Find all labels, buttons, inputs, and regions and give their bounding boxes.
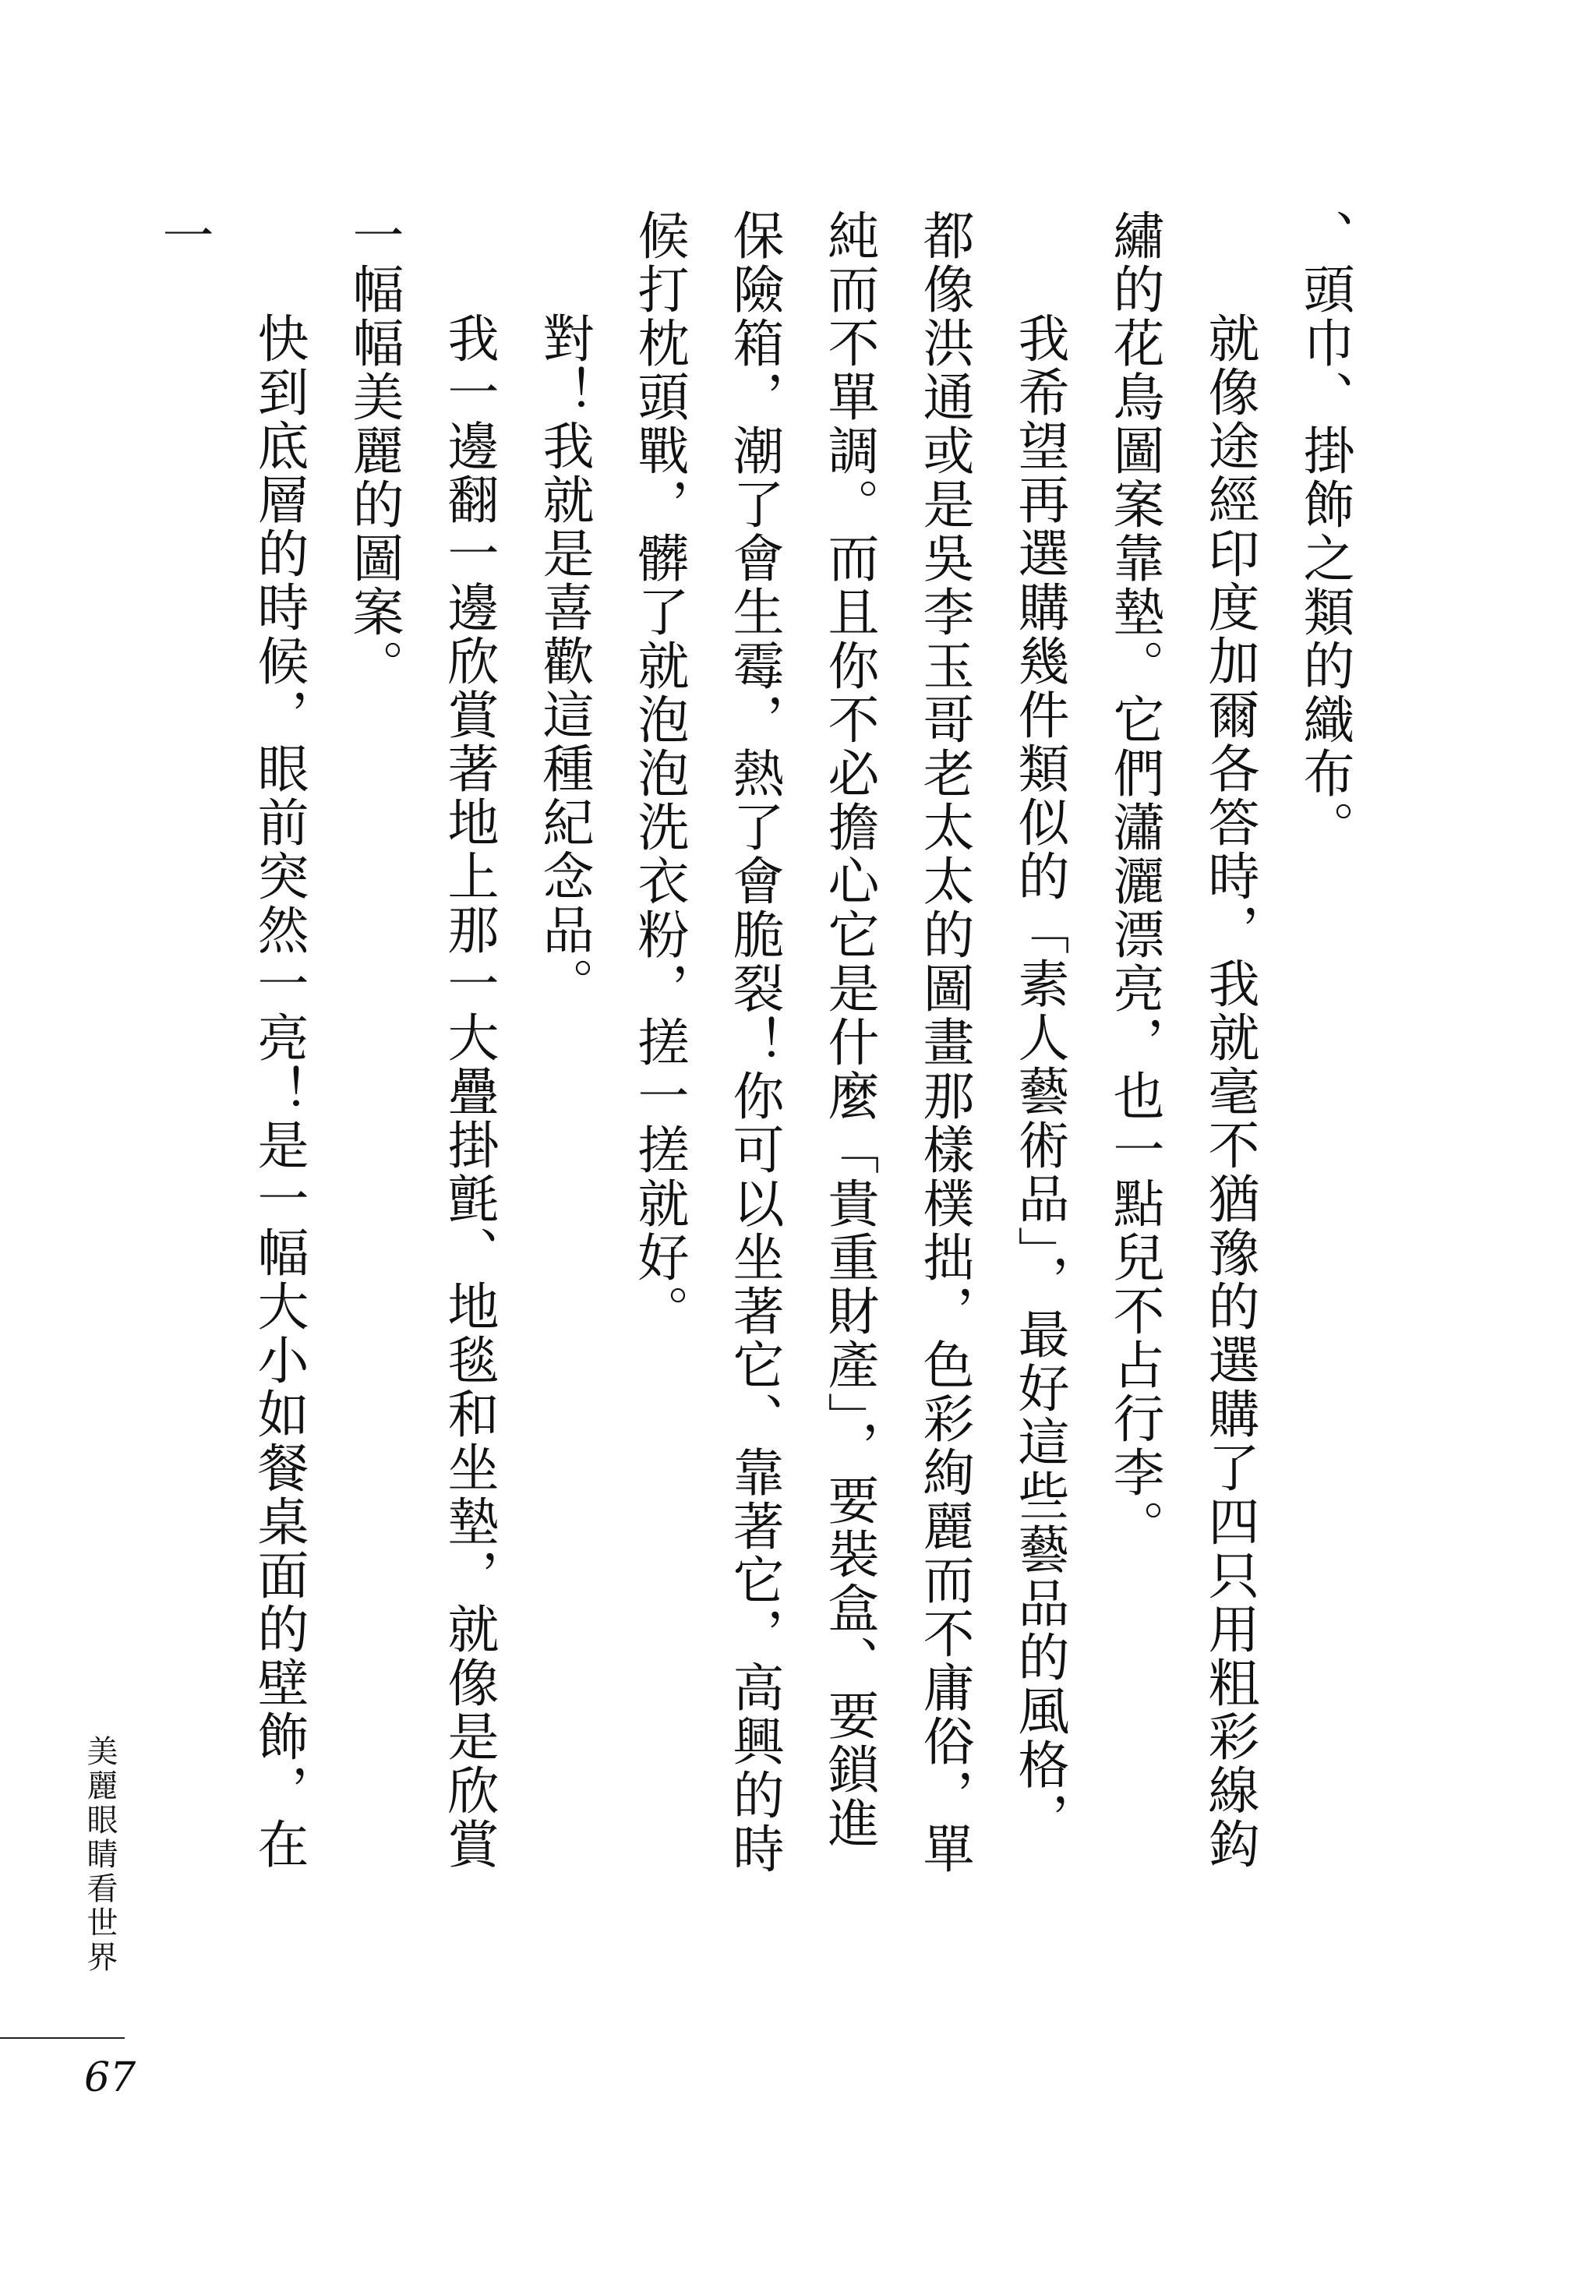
paragraph-3: 我希望再選購幾件類似的「素人藝術品」，最好這些藝品的風格，都像洪通或是吳李玉哥老太太的圖畫那樣樸拙，色彩絢麗而不庸俗，單純而不單調。而且你不必擔心它是什麼「貴重財產」，要裝盒、要鎖進保險箱，潮了會生霉，熱了會脆裂！你可以坐著它、靠著它，高興的時候打枕頭戰，髒了就泡泡洗衣粉，搓一搓就好。	[629, 209, 1069, 1876]
body-text	[136, 209, 1372, 1877]
paragraph-2: 就像途經印度加爾各答時，我就毫不猶豫的選購了四只用粗彩線鈎繡的花鳥圖案靠墊。它們瀟灑漂亮，也一點兒不占行李。	[1104, 209, 1259, 1871]
running-title: 美麗眼睛看世界	[82, 1735, 118, 1975]
paragraph-1: 、頭巾、掛飾之類的織布。	[1294, 209, 1354, 854]
paragraph-6: 快到底層的時候，眼前突然一亮！是一幅大小如餐桌面的壁飾，在一	[154, 209, 309, 1871]
paragraph-4: 對！我就是喜歡這種紀念品。	[534, 312, 594, 1011]
footer-rule	[0, 2037, 125, 2039]
page-number: 67	[84, 2054, 136, 2101]
paragraph-5: 我一邊翻一邊欣賞著地上那一大疊掛氈、地毯和坐墊，就像是欣賞一幅幅美麗的圖案。	[344, 209, 499, 1871]
